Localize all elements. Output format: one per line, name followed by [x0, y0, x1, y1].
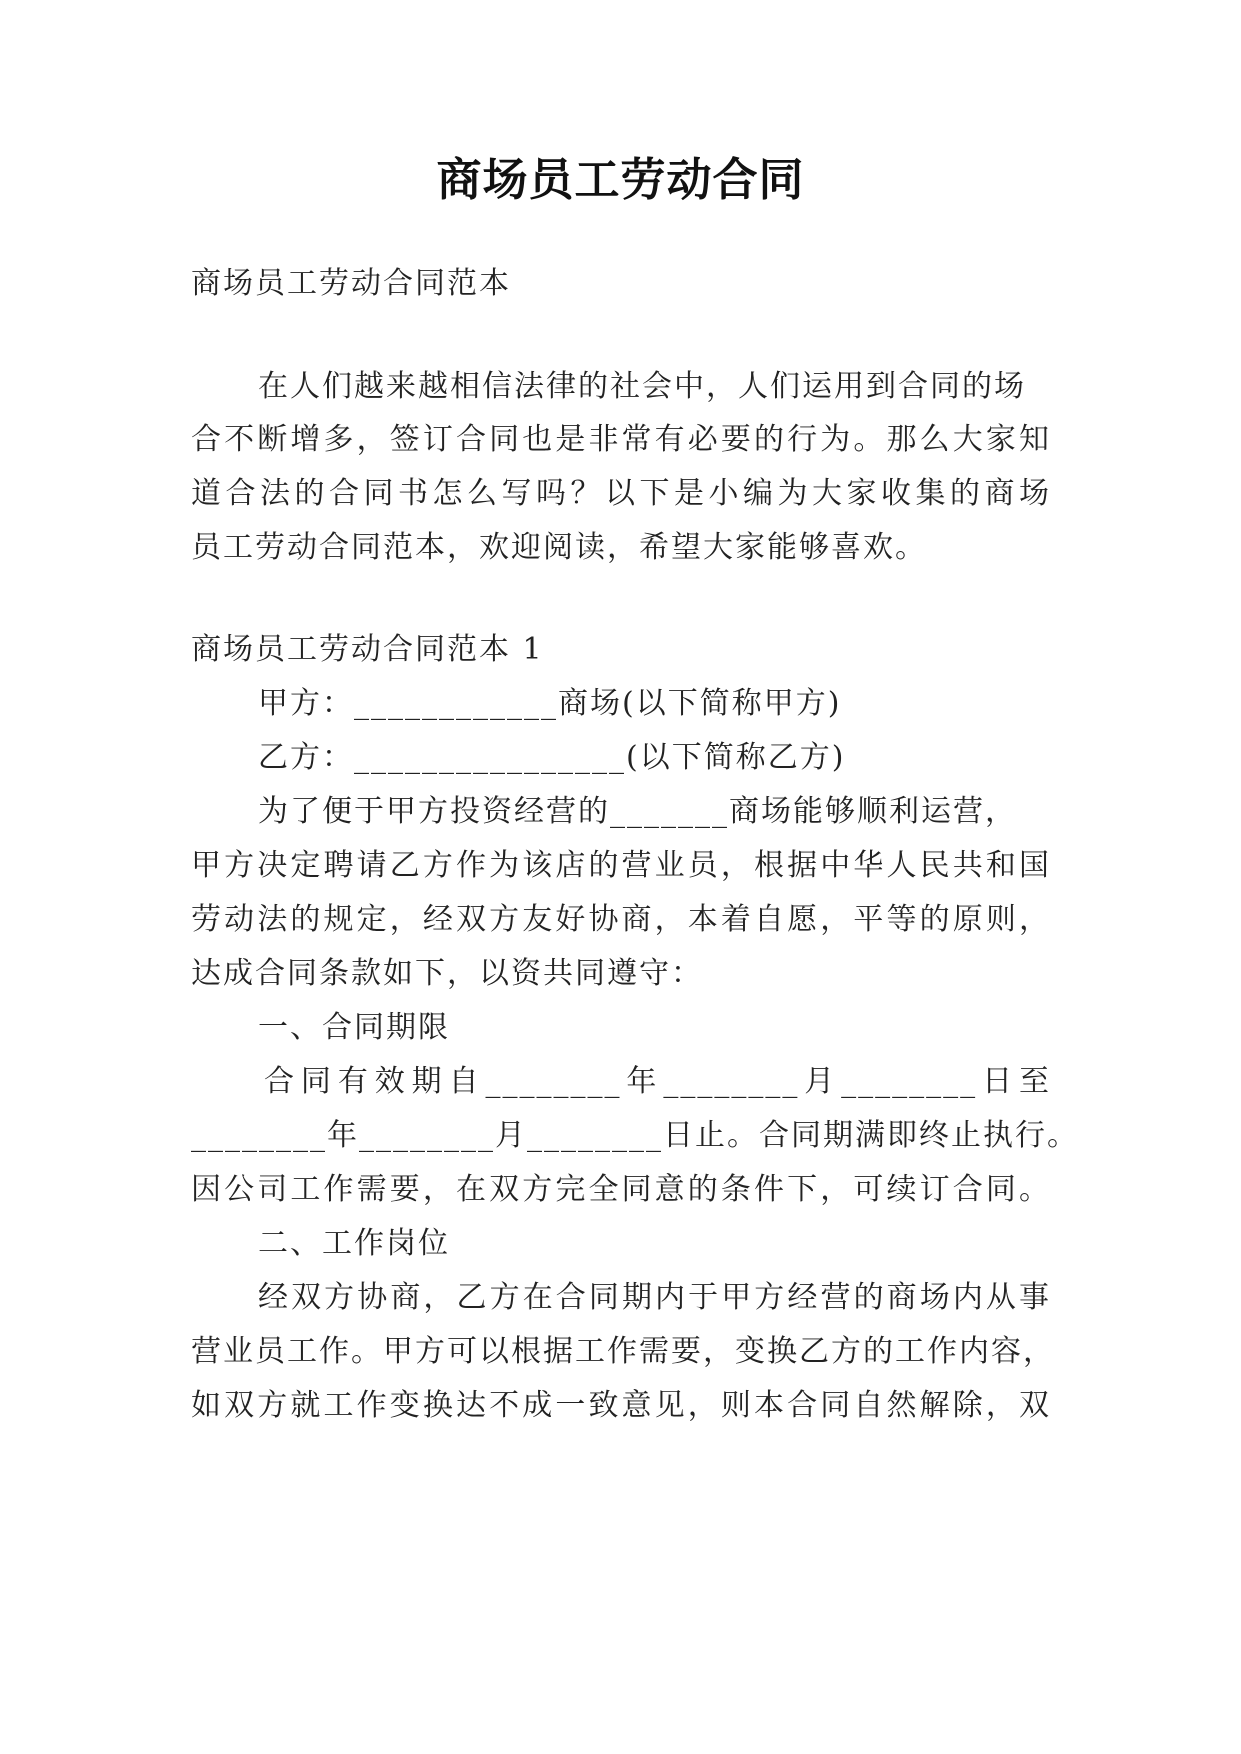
clause-line: 合同有效期自________年________月________日至 — [264, 1064, 1051, 1099]
preamble-line: 甲方决定聘请乙方作为该店的营业员，根据中华人民共和国 — [191, 848, 1051, 883]
clause-line: 因公司工作需要，在双方完全同意的条件下，可续订合同。 — [191, 1172, 1051, 1207]
preamble-line: 达成合同条款如下，以资共同遵守： — [191, 956, 703, 991]
intro-line: 道合法的合同书怎么写吗？以下是小编为大家收集的商场 — [191, 476, 1051, 511]
clause-heading: 一、合同期限 — [258, 1010, 450, 1045]
intro-line: 合不断增多，签订合同也是非常有必要的行为。那么大家知 — [191, 422, 1051, 457]
section-title: 商场员工劳动合同范本 1 — [191, 632, 544, 667]
clause-line: 经双方协商，乙方在合同期内于甲方经营的商场内从事 — [258, 1280, 1051, 1315]
intro-line: 员工劳动合同范本，欢迎阅读，希望大家能够喜欢。 — [191, 530, 927, 565]
preamble-line: 劳动法的规定，经双方友好协商，本着自愿，平等的原则， — [191, 902, 1051, 937]
document-title: 商场员工劳动合同 — [436, 153, 805, 206]
clause-line: 如双方就工作变换达不成一致意见，则本合同自然解除，双 — [191, 1388, 1051, 1423]
intro-line: 在人们越来越相信法律的社会中，人们运用到合同的场 — [258, 369, 1026, 404]
clause-line: ________年________月________日止。合同期满即终止执行。 — [191, 1118, 1079, 1153]
party-b-line: 乙方：________________(以下简称乙方) — [258, 740, 846, 775]
party-a-line: 甲方：____________商场(以下简称甲方) — [258, 686, 842, 721]
document-subtitle: 商场员工劳动合同范本 — [191, 266, 511, 301]
preamble-line: 为了便于甲方投资经营的_______商场能够顺利运营， — [258, 794, 1017, 829]
clause-heading: 二、工作岗位 — [258, 1226, 450, 1261]
clause-line: 营业员工作。甲方可以根据工作需要，变换乙方的工作内容， — [191, 1334, 1055, 1369]
